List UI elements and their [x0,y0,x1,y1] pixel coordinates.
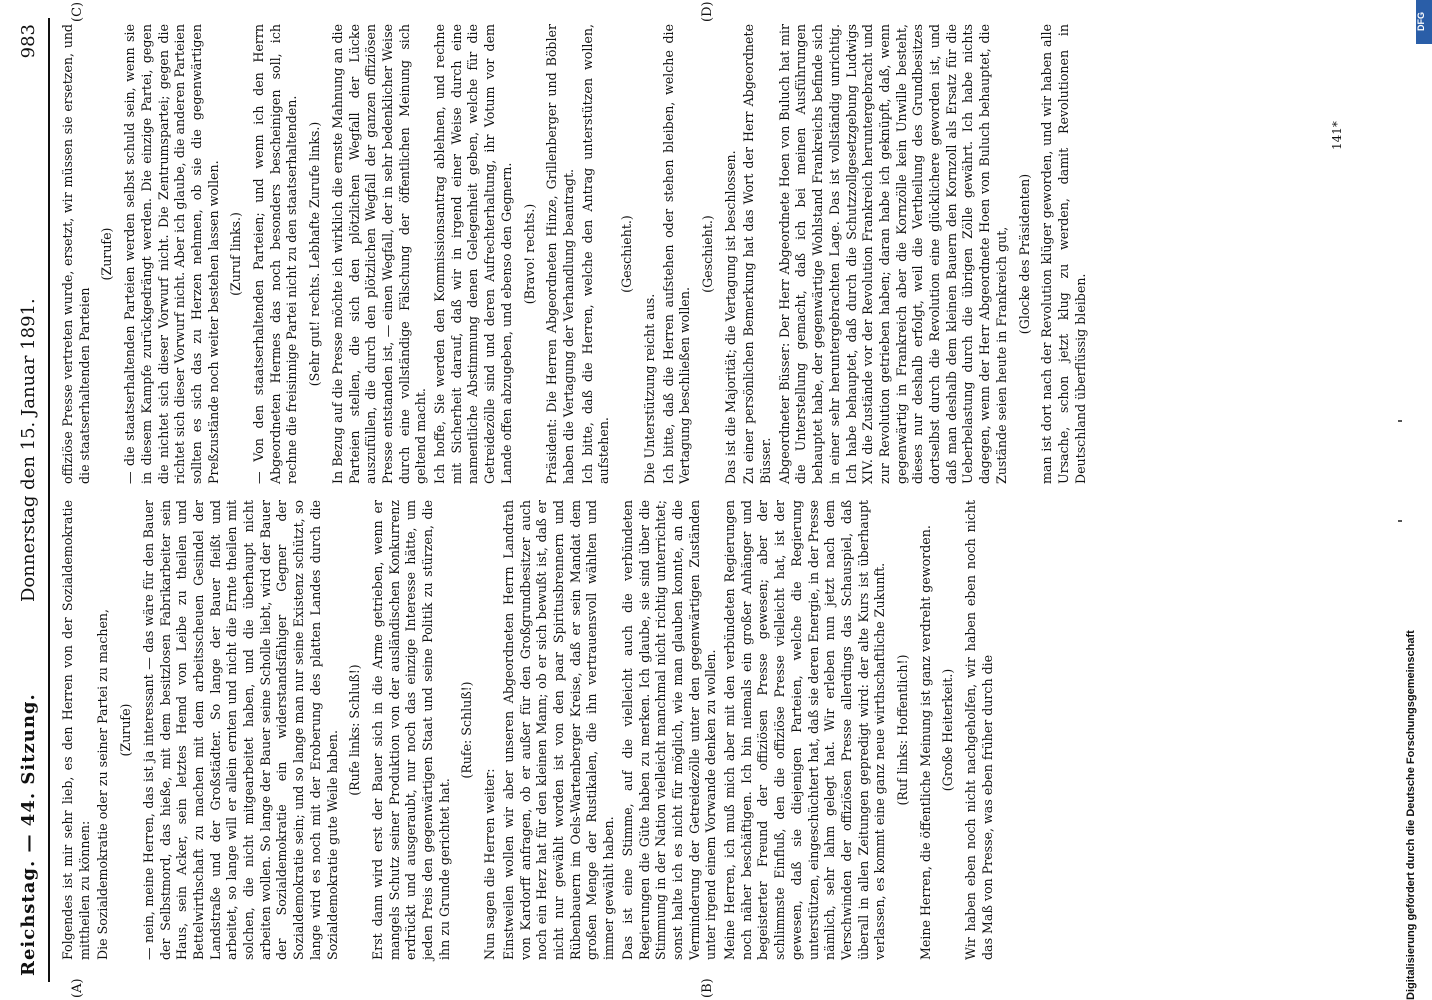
margin-mark-d: (D) [700,1,715,22]
paragraph: — die staatserhaltenden Parteien werden selbst schuld sein, wenn sie in diesem Kampfe zurückgedrängt werden. Die einzige Partei, gegen die nichtet sich dieser Vorwurf nicht. Die Zentrumspartei; gegen die richtet sich dieser Vorwurf nicht. Aber ich glaube, die anderen Parteien sollten es sich das zu Herzen nehmen, ob sie die gegenwärtigen Preßzustände noch weiter bestehen lassen wollen. [122,24,221,484]
interjection: (Bravo! rechts.) [521,203,537,305]
margin-mark-a: (A) [70,978,85,998]
paragraph: Die Unterstützung reicht aus. [641,293,657,484]
paragraph: Ich hoffe, Sie werden den Kommissionsantrag ablehnen, und rechne mit Sicherheit darauf, daß wir in irgend einer Weise durch eine namentliche Abstimmung denen Gelegenheit geben, welche für die Getreidezölle sind und deren Aufrechterhaltung, ihr Votum vor dem Lande offen abzugeben, und ebenso den Gegnern. [432,24,514,484]
header-left: Reichstag. — 44. Sitzung. [18,693,39,976]
paragraph: — Von den staatserhaltenden Parteien; und wenn ich den Herrn Abgeordneten Hermes das noch besonders bescheinigen soll, ich rechne die freisinnige Partei nicht zu den staatserhaltenden. [251,24,300,484]
interjection: (Sehr gut! rechts. Lebhafte Zurufe links.) [307,121,323,387]
column-right [60,24,1091,484]
interjection: (Zurufe) [99,227,115,281]
digitization-credit-text: Digitalisierung gefördert durch die Deutsche Forschungsgemeinschaft [1405,630,1417,1000]
scan-mark [1398,520,1402,522]
interjection: (Zurufe) [118,703,134,757]
paragraph: Präsident: Die Herren Abgeordneten Hinze, Grillenberger und Böbler haben die Vertagung der Verhandlung beantragt. [544,24,576,484]
interjection: (Rufe: Schluß!) [459,681,475,779]
paragraph: Zu einer persönlichen Bemerkung hat das Wort der Herr Abgeordnete Büsser. [741,24,774,484]
paragraph: — nein, meine Herren, das ist ja interessant — das wäre für den Bauer der Selbstmord, das hieße, mit dem besitzlosen Fabrikarbeiter sein Haus, sein Acker, sein letztes Hemd von Leibe zu theilen und Bettelwirthschaft zu machen mit dem arbeitsscheuen Gesindel der Landstraße und der Großstädter. So lange der Bauer fleißt und arbeitet, so lange will er allein ernten und nicht die Ernte theilen mit solchen, die nicht mitgearbeitet haben, und die überhaupt nicht arbeiten wollen. So lange der Bauer seine Scholle liebt, wird der Bauer der Sozialdemokratie ein widerstandsfähiger Gegner der Sozialdemokratie sein; und so lange man nur seine Existenz schützt, so lange wird es noch mit der Eroberung des platten Landes durch die Sozialdemokratie gute Weile haben. [140,500,340,960]
interjection: (Glocke des Präsidenten) [1016,173,1032,335]
paragraph: Ich bitte, daß die Herren aufstehen oder stehen bleiben, welche die Vertagung beschließen wollen. [660,24,693,484]
margin-mark-c: (C) [70,1,85,22]
paragraph: Das ist die Majorität; die Vertagung ist beschlossen. [722,150,738,484]
interjection: (Rufe links: Schluß!) [347,664,363,796]
paragraph: man ist dort nach der Revolution klüger geworden, und wir haben alle Ursache, schon jetzt klug zu werden, damit Revolutionen in Deutschland überflüssig bleiben. [1039,24,1088,484]
paragraph: Meine Herren, die öffentliche Meinung ist ganz verdreht geworden. [917,525,933,960]
paragraph: Erst dann wird erst der Bauer sich in die Arme getrieben, wenn er mangels Schutz seiner Produktion von der ausländischen Konkurrenz erdrückt und ausgeraubt, nur noch das einzige Interesse hätte, um jeden Preis den gegenwärtigen Staat und seine Politik zu stürzen, die ihn zu Grunde gerichtet hat. [369,500,452,960]
paragraph: Folgendes ist mir sehr lieb, es den Herren von der Sozialdemokratie mittheilen zu können: [60,500,92,960]
interjection: (Zuruf links.) [228,212,244,296]
paragraph: Die Sozialdemokratie oder zu seiner Partei zu machen, [95,608,111,960]
interjection: (Geschieht.) [699,215,715,293]
dfg-logo: DFG [1416,0,1432,44]
interjection: (Große Heiterkeit.) [940,668,956,792]
paragraph: Nun sagen die Herren weiter: [482,768,498,960]
page-footer-signature: 141* [1330,121,1344,150]
paragraph: offiziöse Presse vertreten wurde, ersetzt, wir müssen sie ersetzen, und die staatserhaltenden Parteien [60,24,92,484]
paragraph: Abgeordneter Büsser: Der Herr Abgeordnete Hoen von Buluch hat mir die Unterstellung gemacht, daß ich bei meinen Ausführungen behauptet habe, der gegenwärtige Wohlstand Frankreichs befinde sich in einer sehr heruntergebrachten Lage. Das ist vollständig unrichtig. Ich habe behauptet, daß durch die Schutzzollgesetzgebung Ludwigs XIV. die Zustände vor der Revolution Frankreich heruntergebracht und zur Revolution getrieben haben; daran habe ich geknüpft, daß, wenn gegenwärtig in Frankreich aber die Kornzölle kein Unwille besteht, dieses nur deshalb erfolgt, weil die Vertheilung des Grundbesitzes dortselbst durch die Revolution eine glücklichere geworden ist, und daß man deshalb dem kleinen Bauern den Kornzoll als Ersatz für die Ueberbelastung durch die übrigen Zölle gewährt. Ich habe nichts dagegen, wenn der Herr Abgeordnete Hoen von Buluch behauptet, die Zustände seien heute in Frankreich gut, [776,24,1009,484]
interjection: (Geschieht.) [619,215,635,293]
paragraph: Wir haben eben noch nicht nachgeholfen, wir haben eben noch nicht das Maß von Presse, was eben früher durch die [963,500,995,960]
digitization-credit [1405,520,1431,1000]
scan-mark [1398,420,1402,422]
page-number: 983 [18,24,39,59]
paragraph: Das ist eine Stimme, auf die vielleicht auch die verbündeten Regierungen die Güte haben zu merken. Ich glaube, sie sind über die Stimmung in der Nation vielleicht manchmal nicht richtig unterrichtet; sonst halte ich es nicht für möglich, wie man glauben konnte, an die Verminderung der Getreidezölle unter den gegenwärtigen Zuständen unter irgend einem Vorwande denken zu wollen. [619,500,719,960]
margin-mark-b: (B) [700,978,715,998]
paragraph: Ich bitte, daß die Herren, welche den Antrag unterstützen wollen, aufstehen. [579,24,612,484]
header-center: Donnerstag den 15. Januar 1891. [18,298,39,602]
paragraph: Einstweilen wollen wir aber unseren Abgeordneten Herrn Landrath von Kardorff anfragen, ob er außer für den Großgrundbesitzer auch noch ein Herz hat für den kleinen Mann; ob er sich bewußt ist, daß er nicht nur gewählt worden ist von den paar Spiritusbrennern und Rübenbauern im Oels-Wartenberger Kreise, daß er sein Mandat dem großen Menge der Rustikalen, die ihn vertrauensvoll wählten und immer gewählt haben. [500,500,617,960]
paragraph: Meine Herren, ich muß mich aber mit den verbündeten Regierungen noch näher beschäftigen. Ich bin niemals ein großer Anhänger und begeisterter Freund der offiziösen Presse gewesen; aber der schlimmste Einfluß, den die offiziöse Presse vielleicht hat, ist der gewesen, daß sie diejenigen Parteien, welche die Regierung unterstützen, eingeschüchtert hat, daß sie deren Energie, in der Presse nämlich, sehr lahm gelegt hat. Wir erleben nun jetzt nach dem Verschwinden der offiziösen Presse allerdings das Schauspiel, daß überall in allen Zeitungen gepredigt wird: der alte Kurs ist überhaupt verlassen, es kommt eine ganz neue wirthschaftliche Zukunft. [722,500,888,960]
column-left [60,500,999,960]
paragraph: In Bezug auf die Presse möchte ich wirklich die ernste Mahnung an die Parteien stellen, die sich den plötzlichen Wegfall der Lücke auszufüllen, die durch den plötzlichen Wegfall der ganzen offiziösen Presse entstanden ist, — einen Wegfall, der in sehr bedenklicher Weise durch eine vollständige Fälschung der öffentlichen Meinung sich geltend macht. [329,24,429,484]
interjection: (Ruf links: Hoffentlich!) [895,654,911,806]
page-header [14,18,50,982]
